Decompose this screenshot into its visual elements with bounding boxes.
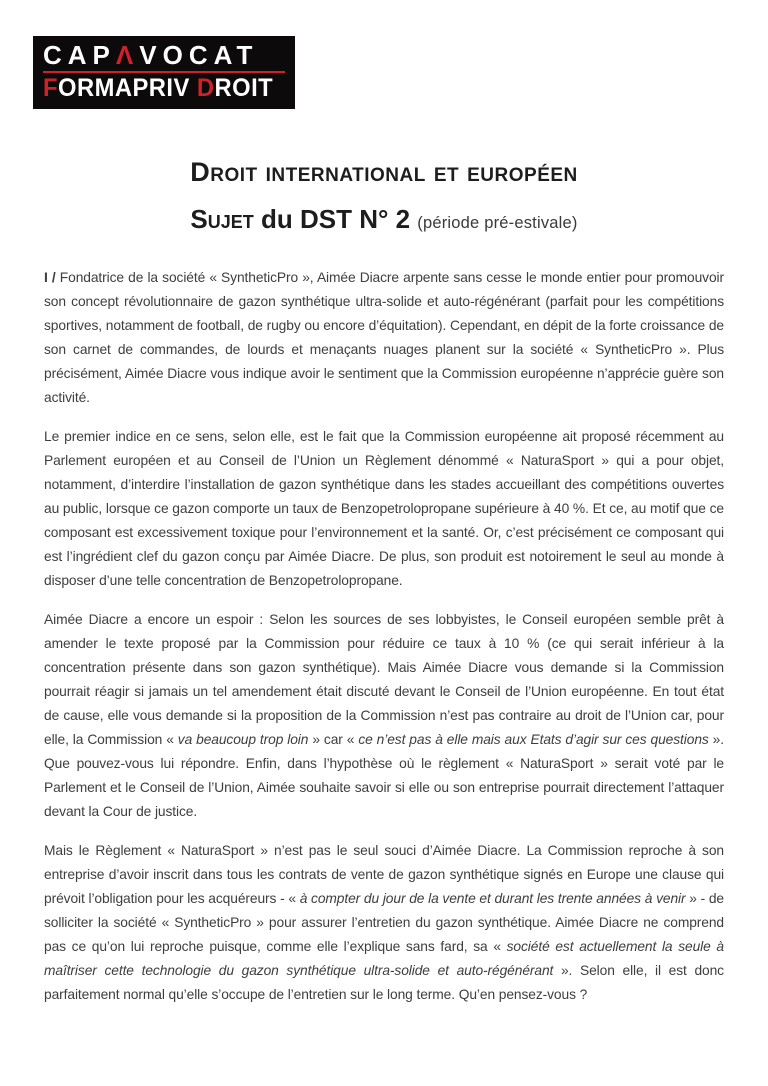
body-text: » car «: [308, 732, 359, 747]
quoted-italic-text: à compter du jour de la vente et durant les trente années à venir: [299, 891, 686, 906]
document-subtitle: [44, 205, 724, 234]
quoted-italic-text: ce n’est pas à elle mais aux Etats d’agir sur ces questions: [358, 732, 709, 747]
paragraph: [44, 608, 724, 824]
quoted-italic-text: va beaucoup trop loin: [177, 732, 309, 747]
body-text: ». Selon elle, il est donc parfaitement normal qu’elle s’occupe de l’entretien sur le long terme. Qu’en pensez-vous ?: [44, 963, 724, 1002]
document-title: Droit international et européen: [190, 157, 578, 187]
logo-wordmark-capavocat: [43, 42, 285, 68]
body-text: Mais le Règlement « NaturaSport » n’est pas le seul souci d’Aimée Diacre. La Commission reproche à son entreprise d’avoir inscrit dans tous les contrats de vente de gazon synthétique signés en Europe une clause qui prévoit l’obligation pour les acquéreurs - «: [44, 843, 724, 906]
logo-divider-line: [43, 71, 285, 73]
logo-letter-white: ORMAPRIV: [57, 74, 197, 102]
logo-wordmark-formapriv-droit: [43, 76, 273, 101]
question-number: I /: [44, 270, 60, 285]
body-text: » - de solliciter la société « SyntheticPro » pour assurer l’entretien du gazon synthétique. Aimée Diacre ne comprend pas ce qu’on lui reproche puisque, comme elle l’explique sans fard, sa «: [44, 891, 724, 954]
capavocat-logo: [33, 36, 295, 109]
body-text: Le premier indice en ce sens, selon elle, est le fait que la Commission européenne ait proposé récemment au Parlement européen et au Conseil de l’Union un Règlement dénommé « NaturaSport » qui a pour objet, notamment, d’interdire l’installation de gazon synthétique dans les stades accueillant des compétitions ouvertes au public, lorsque ce gazon comporte un taux de Benzopetrolopropane supérieure à 40 %. Et ce, au motif que ce composant est excessivement toxique pour l’environnement et la santé. Or, c’est précisément ce composant qui est l’ingrédient clef du gazon conçu par Aimée Diacre. De plus, son produit est notoirement le seul au monde à disposer d’une telle concentration de Benzopetrolopropane.: [44, 429, 724, 588]
subtitle-exam-number: du DST N° 2: [253, 203, 418, 234]
body-text: Aimée Diacre a encore un espoir : Selon les sources de ses lobbyistes, le Conseil européen semble prêt à amender le texte proposé par la Commission pour réduire ce taux à 10 % (ce qui serait inférieur à la concentration présente dans son gazon synthétique). Mais Aimée Diacre vous demande si la Commission pourrait réagir si jamais un tel amendement était discuté devant le Conseil de l’Union européenne. En tout état de cause, elle vous demande si la proposition de la Commission n’est pas contraire au droit de l’Union car, pour elle, la Commission «: [44, 612, 724, 747]
subtitle-period-note: (période pré-estivale): [417, 213, 578, 232]
paragraph: [44, 266, 724, 410]
logo-letter-red: D: [196, 74, 215, 102]
quoted-italic-text: société est actuellement la seule à maîtriser cette technologie du gazon synthétique ultra-solide et auto-régénérant: [44, 939, 724, 978]
paragraph: [44, 425, 724, 593]
logo-letter-white: ROIT: [214, 74, 274, 102]
body-text: Fondatrice de la société « SyntheticPro », Aimée Diacre arpente sans cesse le monde entier pour promouvoir son concept révolutionnaire de gazon synthétique ultra-solide et auto-régénérant (parfait pour les compétitions sportives, notamment de football, de rugby ou encore d’équitation). Cependant, en dépit de la forte croissance de son carnet de commandes, de lourds et menaçants nuages planent sur la société « SyntheticPro ». Plus précisément, Aimée Diacre vous indique avoir le sentiment que la Commission européenne n’apprécie guère son activité.: [44, 270, 725, 405]
paragraph: [44, 839, 724, 1007]
logo-letter-red: Λ: [115, 40, 140, 70]
document-body: [44, 266, 724, 1022]
logo-letter-white: CAP: [43, 40, 116, 70]
body-text: ». Que pouvez-vous lui répondre. Enfin, dans l’hypothèse où le règlement « NaturaSport » serait voté par le Parlement et le Conseil de l’Union, Aimée souhaite savoir si elle ou son entreprise pourrait directement l’attaquer devant la Cour de justice.: [44, 732, 724, 819]
logo-letter-red: F: [43, 74, 58, 102]
logo-letter-white: VOCAT: [139, 40, 259, 70]
subtitle-word-sujet: Sujet: [190, 203, 254, 234]
